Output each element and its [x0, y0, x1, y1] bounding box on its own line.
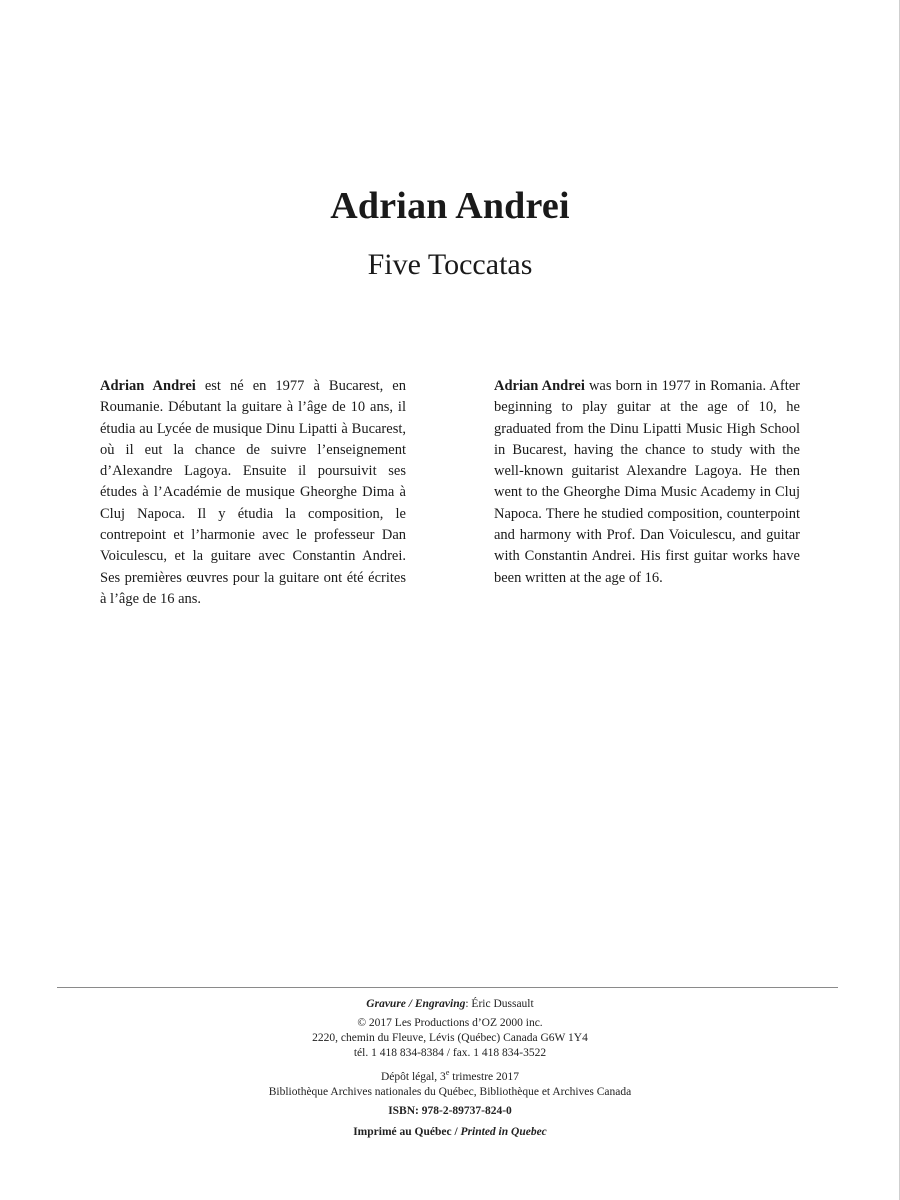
- bio-fr-name: Adrian Andrei: [100, 378, 196, 394]
- work-title: Five Toccatas: [367, 248, 533, 281]
- bio-fr-text: est né en 1977 à Bucarest, en Roumanie. Débutant la guitare à l’âge de 10 ans, il étudia au Lycée de musique Dinu Lipatti à Bucarest, où il eut la chance de suivre l’enseignement d’Alexandre Lagoya. Ensuite il poursuivit ses études à l’Académie de musique Gheorghe Dima à Cluj Napoca. Il y étudia la composition, le contrepoint et l’harmonie avec le professeur Dan Voiculescu, et la guitare avec Constantin Andrei. Ses premières œuvres pour la guitare ont été écrites à l’âge de 16 ans.: [100, 378, 406, 607]
- libraries-line: Bibliothèque Archives nationales du Québec, Bibliothèque et Archives Canada: [268, 1085, 632, 1098]
- engraving-label: Gravure / Engraving: [366, 998, 466, 1010]
- copyright-line: © 2017 Les Productions d’OZ 2000 inc.: [357, 1017, 543, 1029]
- publisher-address: 2220, chemin du Fleuve, Lévis (Québec) Canada G6W 1Y4: [312, 1032, 588, 1044]
- composer-name: Adrian Andrei: [330, 185, 570, 227]
- bio-en-text: was born in 1977 in Romania. After beginning to play guitar at the age of 10, he graduated from the Dinu Lipatti Music High School in Bucarest, having the chance to study with the well-known guitarist Alexandre Lagoya. He then went to the Gheorghe Dima Music Academy in Cluj Napoca. There he studied composition, counterpoint and harmony with Prof. Dan Voiculescu, and guitar with Constantin Andrei. His first guitar works have been written at the age of 16.: [494, 378, 800, 586]
- engraver-name: : Éric Dussault: [465, 998, 534, 1010]
- biography-english: [494, 376, 800, 589]
- legal-deposit: Dépôt légal, 3e trimestre 2017: [380, 1068, 519, 1083]
- isbn: ISBN: 978-2-89737-824-0: [388, 1104, 512, 1117]
- biography-french: [100, 376, 406, 610]
- colophon: [0, 997, 900, 1140]
- printed-in: Imprimé au Québec / Printed in Quebec: [353, 1125, 547, 1138]
- bio-en-name: Adrian Andrei: [494, 378, 585, 394]
- colophon-divider: [57, 987, 838, 988]
- engraving-credit: [0, 997, 900, 1012]
- publisher-phone: tél. 1 418 834-8384 / fax. 1 418 834-3522: [353, 1047, 547, 1059]
